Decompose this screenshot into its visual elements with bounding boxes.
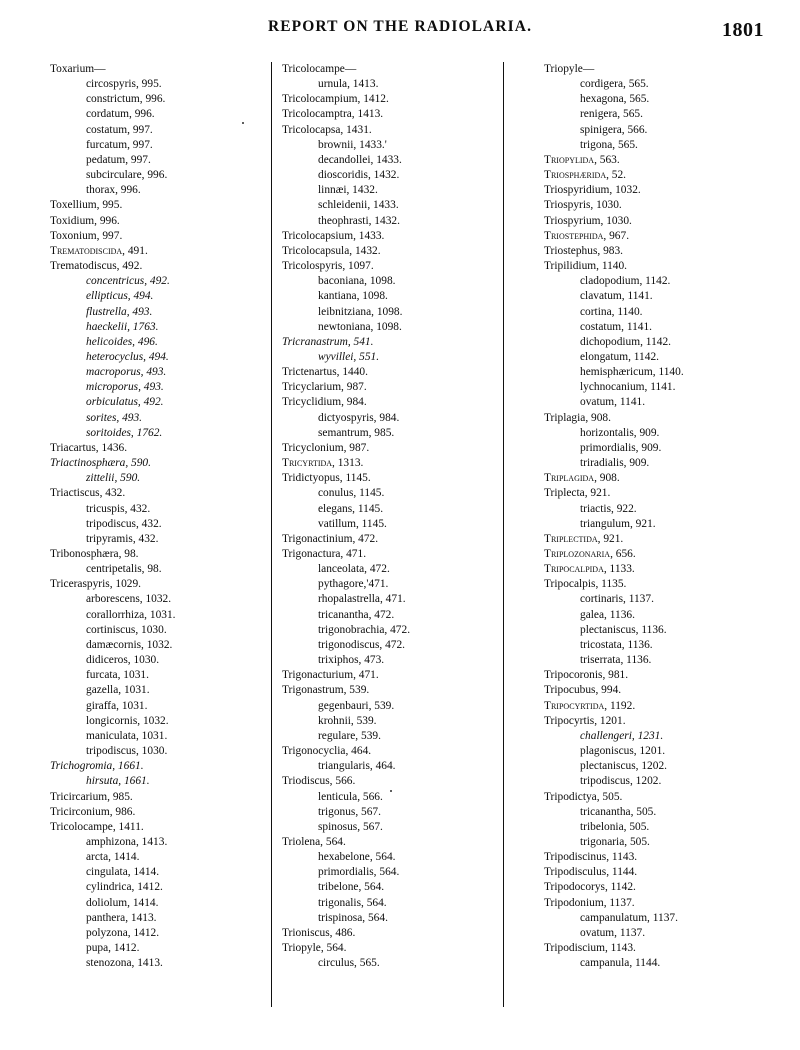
index-entry: trigonaria, 505. bbox=[580, 835, 650, 848]
index-entry: didiceros, 1030. bbox=[86, 654, 160, 667]
index-entry: Tricyclidium, 984. bbox=[282, 396, 367, 409]
page-title: REPORT ON THE RADIOLARIA. bbox=[267, 18, 533, 35]
index-entry: Triolena, 564. bbox=[282, 835, 346, 848]
index-entry: pythagore,'471. bbox=[318, 578, 389, 591]
index-entry: tripodiscus, 1030. bbox=[86, 745, 168, 758]
index-entry: Tripodocorys, 1142. bbox=[544, 881, 636, 894]
index-entry: Tricyclonium, 987. bbox=[282, 441, 370, 454]
index-entry: cortiniscus, 1030. bbox=[86, 623, 167, 636]
index-entry: Trematodiscida, 491. bbox=[50, 244, 148, 257]
index-entry: baconiana, 1098. bbox=[318, 275, 396, 288]
index-entry: Tripocalpida, 1133. bbox=[544, 563, 635, 576]
index-entry: galea, 1136. bbox=[580, 608, 635, 621]
index-entry: Triopyle, 564. bbox=[282, 942, 347, 955]
index-entry: trigonus, 567. bbox=[318, 805, 381, 818]
index-entry: Tricolocamptra, 1413. bbox=[282, 108, 384, 121]
index-entry: Tricolocampe— bbox=[282, 63, 357, 75]
index-entry: tripodiscus, 432. bbox=[86, 517, 162, 530]
index-entry: schleidenii, 1433. bbox=[318, 199, 399, 212]
index-entry: Triceraspyris, 1029. bbox=[50, 578, 142, 591]
index-entry: arcta, 1414. bbox=[86, 851, 140, 864]
column-divider-2 bbox=[503, 62, 504, 1007]
index-entry: Trichogromia, 1661. bbox=[50, 760, 144, 773]
index-entry: centripetalis, 98. bbox=[86, 563, 162, 576]
index-entry: Trictenartus, 1440. bbox=[282, 366, 368, 379]
index-entry: triserrata, 1136. bbox=[580, 654, 652, 667]
index-entry: Tricolocapsa, 1431. bbox=[282, 123, 372, 136]
index-entry: giraffa, 1031. bbox=[86, 699, 148, 712]
index-entry: campanulatum, 1137. bbox=[580, 911, 678, 924]
index-entry: Triospyrium, 1030. bbox=[544, 214, 632, 227]
index-entry: gazella, 1031. bbox=[86, 684, 150, 697]
index-entry: haeckelii, 1763. bbox=[86, 320, 159, 333]
index-entry: subcirculare, 996. bbox=[86, 169, 168, 182]
index-entry: Tripocalpis, 1135. bbox=[544, 578, 627, 591]
index-entry: lenticula, 566. bbox=[318, 790, 383, 803]
index-column-3 bbox=[512, 62, 800, 1022]
index-entry: Tricircarium, 985. bbox=[50, 790, 133, 803]
index-entry: cordigera, 565. bbox=[580, 78, 649, 91]
index-entry: damæcornis, 1032. bbox=[86, 638, 173, 651]
index-entry: Triodiscus, 566. bbox=[282, 775, 356, 788]
index-entry: dichopodium, 1142. bbox=[580, 335, 672, 348]
index-entry: Trigonastrum, 539. bbox=[282, 684, 370, 697]
index-entry: Tricyrtida, 1313. bbox=[282, 457, 364, 470]
index-entry: pedatum, 997. bbox=[86, 153, 151, 166]
index-entry: gegenbauri, 539. bbox=[318, 699, 395, 712]
index-entry: Trigonactura, 471. bbox=[282, 548, 367, 560]
index-entry: trigonobrachia, 472. bbox=[318, 623, 411, 636]
index-entry: leibnitziana, 1098. bbox=[318, 305, 403, 318]
index-columns bbox=[0, 62, 800, 1022]
index-entry: elongatum, 1142. bbox=[580, 350, 659, 363]
index-entry: Tripodiscinus, 1143. bbox=[544, 851, 638, 864]
index-entry: cortinaris, 1137. bbox=[580, 593, 654, 606]
index-entry: cortina, 1140. bbox=[580, 305, 643, 318]
index-entry: tribelonia, 505. bbox=[580, 820, 650, 833]
index-entry: Trioniscus, 486. bbox=[282, 926, 356, 939]
index-entry: urnula, 1413. bbox=[318, 78, 379, 91]
index-entry: panthera, 1413. bbox=[86, 911, 157, 924]
index-entry: orbiculatus, 492. bbox=[86, 396, 164, 409]
index-entry: lychnocanium, 1141. bbox=[580, 381, 676, 394]
index-entry: sorites, 493. bbox=[86, 411, 143, 424]
index-entry: Tripodonium, 1137. bbox=[544, 896, 635, 909]
index-column-1 bbox=[0, 62, 272, 1022]
index-entry: elegans, 1145. bbox=[318, 502, 384, 515]
index-entry: Triostephida, 967. bbox=[544, 229, 630, 242]
index-entry: theophrasti, 1432. bbox=[318, 214, 400, 227]
index-entry: Toxidium, 996. bbox=[50, 214, 120, 227]
index-entry: trigonalis, 564. bbox=[318, 896, 387, 909]
index-entry: Toxonium, 997. bbox=[50, 229, 123, 242]
index-entry: tricostata, 1136. bbox=[580, 638, 653, 651]
index-entry: semantrum, 985. bbox=[318, 426, 395, 439]
index-entry: dioscoridis, 1432. bbox=[318, 169, 400, 182]
index-entry: clavatum, 1141. bbox=[580, 290, 653, 303]
index-entry: cladopodium, 1142. bbox=[580, 275, 671, 288]
index-entry: Tricolocapsula, 1432. bbox=[282, 244, 381, 257]
index-entry: tricanantha, 505. bbox=[580, 805, 657, 818]
index-entry: tripodiscus, 1202. bbox=[580, 775, 662, 788]
index-entry: macroporus, 493. bbox=[86, 366, 167, 379]
index-entry: ellipticus, 494. bbox=[86, 290, 154, 303]
index-entry: heterocyclus, 494. bbox=[86, 350, 169, 363]
index-entry: Tripocoronis, 981. bbox=[544, 669, 629, 682]
index-entry: cylindrica, 1412. bbox=[86, 881, 163, 894]
index-entry: plagoniscus, 1201. bbox=[580, 745, 666, 758]
index-entry: Tricranastrum, 541. bbox=[282, 335, 374, 348]
speck-mark-1 bbox=[242, 122, 244, 124]
index-entry: trigona, 565. bbox=[580, 138, 638, 151]
index-entry: Triactinosphæra, 590. bbox=[50, 457, 151, 470]
index-entry: plectaniscus, 1202. bbox=[580, 760, 667, 773]
index-entry: zittelii, 590. bbox=[86, 472, 141, 485]
index-entry: Tridictyopus, 1145. bbox=[282, 472, 371, 485]
index-entry: polyzona, 1412. bbox=[86, 926, 160, 939]
index-entry: constrictum, 996. bbox=[86, 93, 166, 106]
index-entry: campanula, 1144. bbox=[580, 957, 661, 970]
index-entry: trigonodiscus, 472. bbox=[318, 638, 406, 651]
index-entry: Tripodisculus, 1144. bbox=[544, 866, 638, 879]
index-entry: helicoides, 496. bbox=[86, 335, 158, 348]
index-entry: Trematodiscus, 492. bbox=[50, 260, 143, 273]
index-entry: trispinosa, 564. bbox=[318, 911, 388, 924]
index-entry: circulus, 565. bbox=[318, 957, 380, 970]
index-entry: krohnii, 539. bbox=[318, 714, 377, 727]
index-entry: triactis, 922. bbox=[580, 502, 637, 515]
index-entry: Triplagia, 908. bbox=[544, 411, 611, 424]
index-entry: hemisphæricum, 1140. bbox=[580, 366, 684, 379]
index-entry: challengeri, 1231. bbox=[580, 729, 664, 742]
index-entry: Triacartus, 1436. bbox=[50, 441, 128, 454]
index-entry: ovatum, 1137. bbox=[580, 926, 646, 939]
index-entry: Triosphærida, 52. bbox=[544, 169, 627, 182]
index-entry: Triplectida, 921. bbox=[544, 532, 624, 545]
index-entry: hirsuta, 1661. bbox=[86, 775, 150, 788]
index-entry: Tricolocapsium, 1433. bbox=[282, 229, 385, 242]
index-entry: Tricyclarium, 987. bbox=[282, 381, 367, 394]
index-entry: hexabelone, 564. bbox=[318, 851, 396, 864]
index-entry: circospyris, 995. bbox=[86, 78, 162, 91]
index-entry: regulare, 539. bbox=[318, 729, 381, 742]
index-entry: pupa, 1412. bbox=[86, 942, 140, 955]
index-entry: Toxarium— bbox=[50, 63, 106, 75]
index-entry: dictyospyris, 984. bbox=[318, 411, 400, 424]
index-entry: Tricolospyris, 1097. bbox=[282, 260, 374, 273]
index-entry: triradialis, 909. bbox=[580, 457, 650, 470]
index-entry: Tripocyrtis, 1201. bbox=[544, 714, 626, 727]
index-entry: horizontalis, 909. bbox=[580, 426, 660, 439]
page-header bbox=[0, 18, 800, 52]
index-entry: Tripocyrtida, 1192. bbox=[544, 699, 636, 712]
index-entry: Tribonosphæra, 98. bbox=[50, 548, 139, 560]
index-entry: rhopalastrella, 471. bbox=[318, 593, 406, 606]
index-entry: Triplagida, 908. bbox=[544, 472, 620, 485]
index-entry: wyvillei, 551. bbox=[318, 350, 380, 363]
index-entry: cordatum, 996. bbox=[86, 108, 155, 121]
index-entry: Triospyris, 1030. bbox=[544, 199, 622, 212]
index-entry: Triospyridium, 1032. bbox=[544, 184, 641, 197]
index-entry: ovatum, 1141. bbox=[580, 396, 646, 409]
index-entry: Triplecta, 921. bbox=[544, 487, 611, 500]
index-entry: Trigonacturium, 471. bbox=[282, 669, 379, 682]
index-entry: hexagona, 565. bbox=[580, 93, 650, 106]
index-entry: amphizona, 1413. bbox=[86, 835, 168, 848]
index-entry: Toxellium, 995. bbox=[50, 199, 123, 212]
index-entry: concentricus, 492. bbox=[86, 275, 170, 288]
index-column-2 bbox=[272, 62, 512, 1022]
index-entry: corallorrhiza, 1031. bbox=[86, 608, 176, 621]
index-entry: flustrella, 493. bbox=[86, 305, 153, 318]
index-entry: costatum, 997. bbox=[86, 123, 153, 136]
speck-mark-2 bbox=[390, 790, 392, 792]
index-entry: Tripodictya, 505. bbox=[544, 790, 623, 803]
index-entry: Trigonactinium, 472. bbox=[282, 532, 379, 545]
index-entry: Triopylida, 563. bbox=[544, 153, 620, 166]
index-entry: Tricolocampium, 1412. bbox=[282, 93, 389, 106]
index-entry: Triostephus, 983. bbox=[544, 244, 624, 257]
index-entry: furcata, 1031. bbox=[86, 669, 149, 682]
index-entry: maniculata, 1031. bbox=[86, 729, 168, 742]
index-entry: vatillum, 1145. bbox=[318, 517, 387, 530]
index-entry: decandollei, 1433. bbox=[318, 153, 402, 166]
index-entry: tribelone, 564. bbox=[318, 881, 385, 894]
page-number: 1801 bbox=[722, 19, 764, 41]
index-entry: conulus, 1145. bbox=[318, 487, 385, 500]
index-entry: Triactiscus, 432. bbox=[50, 487, 126, 500]
index-entry: spinosus, 567. bbox=[318, 820, 383, 833]
index-entry: soritoides, 1762. bbox=[86, 426, 163, 439]
index-entry: Tripodiscium, 1143. bbox=[544, 942, 636, 955]
index-entry: linnæi, 1432. bbox=[318, 184, 378, 197]
index-entry: Trigonocyclia, 464. bbox=[282, 745, 372, 758]
index-entry: Tricirconium, 986. bbox=[50, 805, 136, 818]
index-entry: lanceolata, 472. bbox=[318, 563, 390, 576]
index-entry: stenozona, 1413. bbox=[86, 957, 163, 970]
index-entry: tripyramis, 432. bbox=[86, 532, 159, 545]
index-entry: trixiphos, 473. bbox=[318, 654, 385, 667]
index-entry: spinigera, 566. bbox=[580, 123, 648, 136]
index-entry: cingulata, 1414. bbox=[86, 866, 160, 879]
index-entry: thorax, 996. bbox=[86, 184, 141, 197]
index-entry: tricuspis, 432. bbox=[86, 502, 151, 515]
index-entry: Triopyle— bbox=[544, 63, 595, 75]
index-entry: triangularis, 464. bbox=[318, 760, 396, 773]
index-entry: primordialis, 909. bbox=[580, 441, 662, 454]
index-entry: Triplozonaria, 656. bbox=[544, 548, 636, 560]
index-entry: Tripocubus, 994. bbox=[544, 684, 622, 697]
index-entry: newtoniana, 1098. bbox=[318, 320, 402, 333]
index-entry: arborescens, 1032. bbox=[86, 593, 172, 606]
index-entry: costatum, 1141. bbox=[580, 320, 653, 333]
index-entry: furcatum, 997. bbox=[86, 138, 153, 151]
index-entry: plectaniscus, 1136. bbox=[580, 623, 667, 636]
index-entry: kantiana, 1098. bbox=[318, 290, 388, 303]
index-entry: tricanantha, 472. bbox=[318, 608, 395, 621]
index-entry: Tripilidium, 1140. bbox=[544, 260, 628, 273]
index-entry: renigera, 565. bbox=[580, 108, 643, 121]
index-entry: triangulum, 921. bbox=[580, 517, 656, 530]
index-entry: doliolum, 1414. bbox=[86, 896, 159, 909]
index-entry: primordialis, 564. bbox=[318, 866, 400, 879]
index-entry: microporus, 493. bbox=[86, 381, 164, 394]
index-entry: longicornis, 1032. bbox=[86, 714, 169, 727]
index-entry: brownii, 1433.' bbox=[318, 138, 387, 151]
index-entry: Tricolocampe, 1411. bbox=[50, 820, 144, 833]
